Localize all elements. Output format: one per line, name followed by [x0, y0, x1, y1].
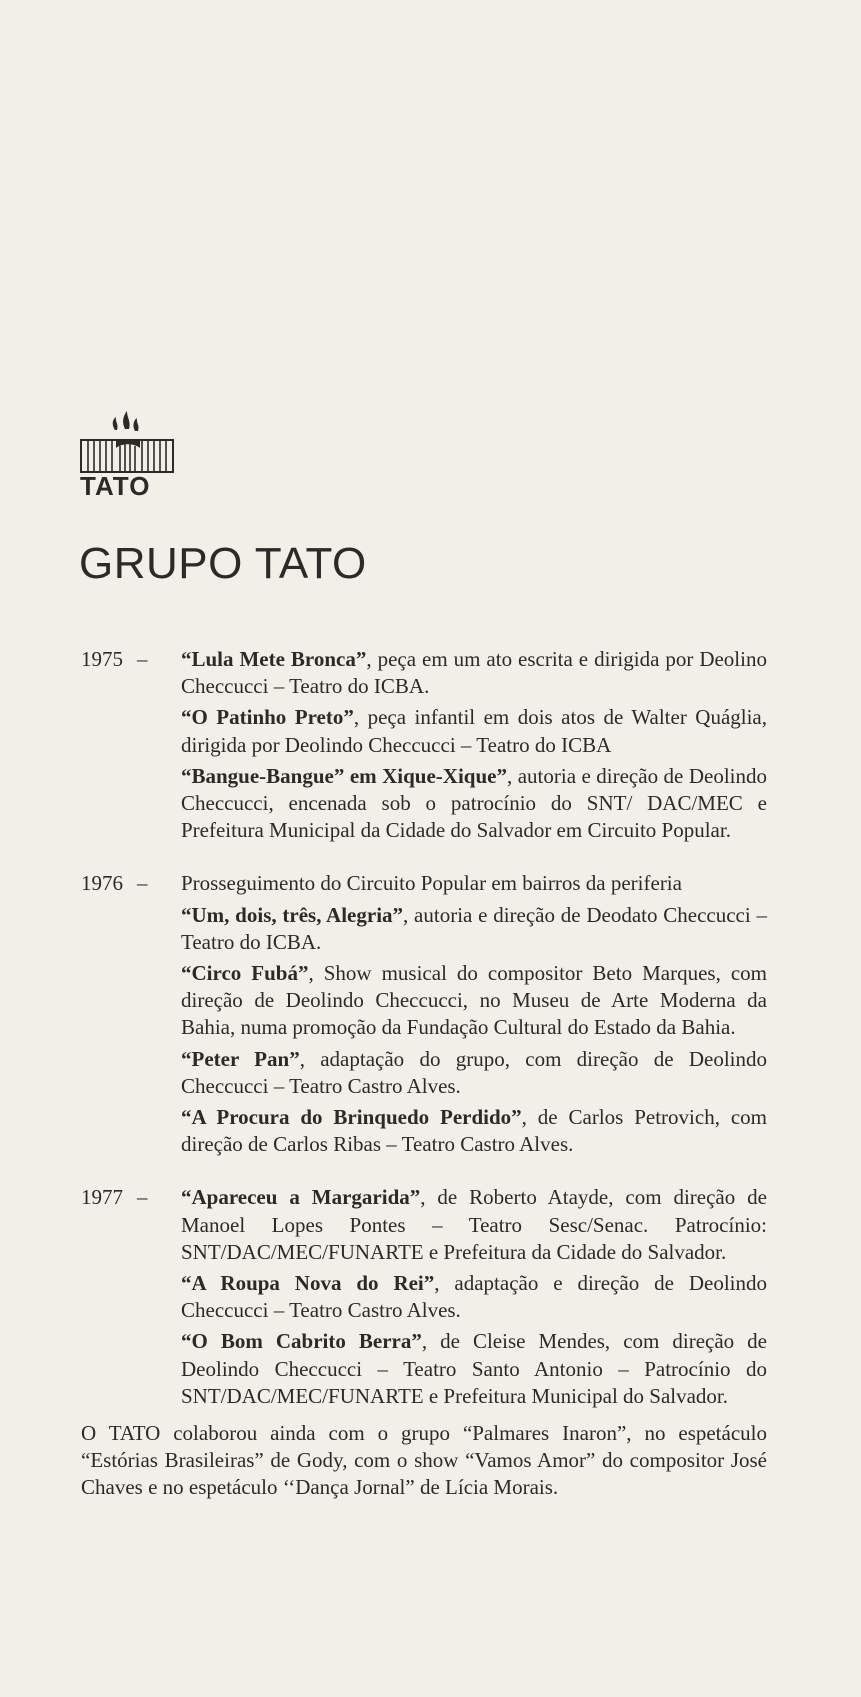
- entry-list: [181, 646, 767, 848]
- production-details: , de Roberto Atayde, com direção de Manoel Lopes Pontes – Teatro Sesc/Senac. Patrocínio: SNT/DAC/MEC/FUNARTE e Prefeitura da Cidade do Salvador.: [181, 1185, 767, 1264]
- flame-fence-icon: [80, 410, 176, 474]
- production-details: , autoria e direção de Deodato Checcucci – Teatro do ICBA.: [181, 902, 767, 954]
- year-dash: –: [137, 871, 148, 896]
- production-entry: [181, 870, 767, 897]
- production-entry: [181, 1104, 767, 1158]
- production-title: “Bangue-Bangue” em Xique-Xique”: [181, 763, 507, 788]
- production-details: , de Cleise Mendes, com direção de Deolindo Checcucci – Teatro Santo Antonio – Patrocínio do SNT/DAC/MEC/FUNARTE e Prefeitura Municipal do Salvador.: [181, 1329, 767, 1408]
- production-details: , adaptação do grupo, com direção de Deolindo Checcucci – Teatro Castro Alves.: [181, 1046, 767, 1098]
- closing-paragraph: O TATO colaborou ainda com o grupo “Palmares Inaron”, no espetáculo “Estórias Brasileiras” de Gody, com o show “Vamos Amor” do compositor José Chaves e no espetáculo ‘‘Dança Jornal” de Lícia Morais.: [81, 1421, 767, 1500]
- production-title: “Apareceu a Margarida”: [181, 1185, 421, 1210]
- year-label: [81, 646, 181, 848]
- year-block-1976: [81, 870, 767, 1162]
- page-title: GRUPO TATO: [79, 539, 367, 588]
- production-details: , de Carlos Petrovich, com direção de Carlos Ribas – Teatro Castro Alves.: [181, 1105, 767, 1157]
- production-title: “O Bom Cabrito Berra”: [181, 1329, 422, 1354]
- production-entry: [181, 646, 767, 700]
- production-title: “Lula Mete Bronca”: [181, 647, 367, 671]
- production-title: “Peter Pan”: [181, 1046, 300, 1071]
- production-entry: [181, 1184, 767, 1266]
- production-details: , autoria e direção de Deolindo Checcucci, encenada sob o patrocínio do SNT/ DAC/MEC e Prefeitura Municipal da Cidade do Salvador em Circuito Popular.: [181, 763, 768, 843]
- year-dash: –: [137, 1185, 148, 1210]
- production-entry: [181, 1046, 767, 1100]
- chronology: [81, 646, 767, 1523]
- logo-wordmark: TATO: [80, 471, 151, 501]
- production-details: , adaptação e direção de Deolindo Checcucci – Teatro Castro Alves.: [181, 1271, 767, 1323]
- production-entry: [181, 763, 767, 845]
- year-number: 1977: [81, 1185, 123, 1210]
- entry-list: [181, 1184, 767, 1414]
- production-entry: [181, 902, 767, 956]
- production-title: “A Roupa Nova do Rei”: [181, 1271, 435, 1296]
- entry-list: [181, 870, 767, 1162]
- production-details: , peça em um ato escrita e dirigida por Deolino Checcucci – Teatro do ICBA.: [181, 647, 767, 699]
- year-block-1977: [81, 1184, 767, 1414]
- production-details: , Show musical do compositor Beto Marques, com direção de Deolindo Checcucci, no Museu de Arte Moderna da Bahia, numa promoção da Fundação Cultural do Estado da Bahia.: [181, 961, 767, 1040]
- production-entry: [181, 1328, 767, 1410]
- year-number: 1976: [81, 871, 123, 896]
- year-dash: –: [137, 647, 148, 671]
- production-title: “A Procura do Brinquedo Perdido”: [181, 1105, 522, 1130]
- production-title: “Circo Fubá”: [181, 961, 309, 986]
- year-label: [81, 870, 181, 1162]
- production-entry: [181, 704, 767, 758]
- year-label: [81, 1184, 181, 1414]
- year-number: 1975: [81, 647, 123, 671]
- production-entry: [181, 1270, 767, 1324]
- year-block-1975: [81, 646, 767, 848]
- production-title: “O Patinho Preto”: [181, 705, 354, 730]
- tato-logo: [80, 410, 176, 500]
- production-title: “Um, dois, três, Alegria”: [181, 902, 404, 927]
- production-details: Prosseguimento do Circuito Popular em bairros da periferia: [181, 871, 682, 896]
- production-details: , peça infantil em dois atos de Walter Quáglia, dirigida por Deolindo Checcucci – Teatro do ICBA: [181, 705, 767, 757]
- production-entry: [181, 960, 767, 1042]
